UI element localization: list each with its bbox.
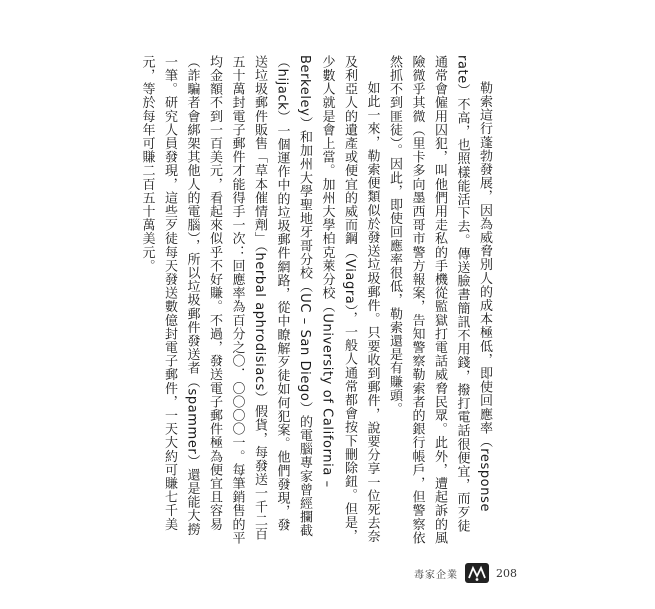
body-text <box>139 55 495 545</box>
page-footer <box>414 560 517 586</box>
paragraph-1: 勒索這行蓬勃發展，因為威脅別人的成本極低，即使回應率（response rate）不高，也照樣能活下去。傳送臉書簡訊不用錢，撥打電話很便宜，而歹徒通常會僱用囚犯，叫他們用走私的手機從監獄打電話威脅民眾。此外，遭起訴的風險微乎其微（里卡多向墨西哥市警方報案，告知警察勒索者的銀行帳戶，但警察依然抓不到匪徒）。因此，即使回應率很低，勒索還是有賺頭。 <box>387 55 492 545</box>
running-book-title: 毒家企業 <box>414 569 458 581</box>
paragraph-2: 如此一來，勒索便類似於發送垃圾郵件。只要收到郵件，說要分享一位死去奈及利亞人的遺產或便宜的威而鋼（Viagra），一般人通常都會按下刪除鈕。但是，少數人就是會上當。加州大學柏克萊分校（University of California – Berkeley）和加州大學聖地牙哥分校（UC – San Diego）的電腦專家曾經攔截（hijack）一個運作中的垃圾郵件網路，從中瞭解歹徒如何犯案。他們發現，發送垃圾郵件販售「草本催情劑」（herbal aphrodisiacs）假貨，每發送一千二百五十萬封電子郵件才能得手一次：回應率為百分之〇．〇〇〇〇一。每筆銷售的平均金額不到一百美元，看起來似乎不好賺。不過，發送電子郵件極為便宜且容易（詐騙者會綁架其他人的電腦），所以垃圾郵件發送者（spammer）還是能大撈一筆。研究人員發現，這些歹徒每天發送數億封電子郵件，一天大約可賺七千美元，等於每年可賺二百五十萬美元。 <box>139 55 380 545</box>
decorative-emblem-icon <box>464 562 490 584</box>
page-number: 208 <box>496 566 517 580</box>
